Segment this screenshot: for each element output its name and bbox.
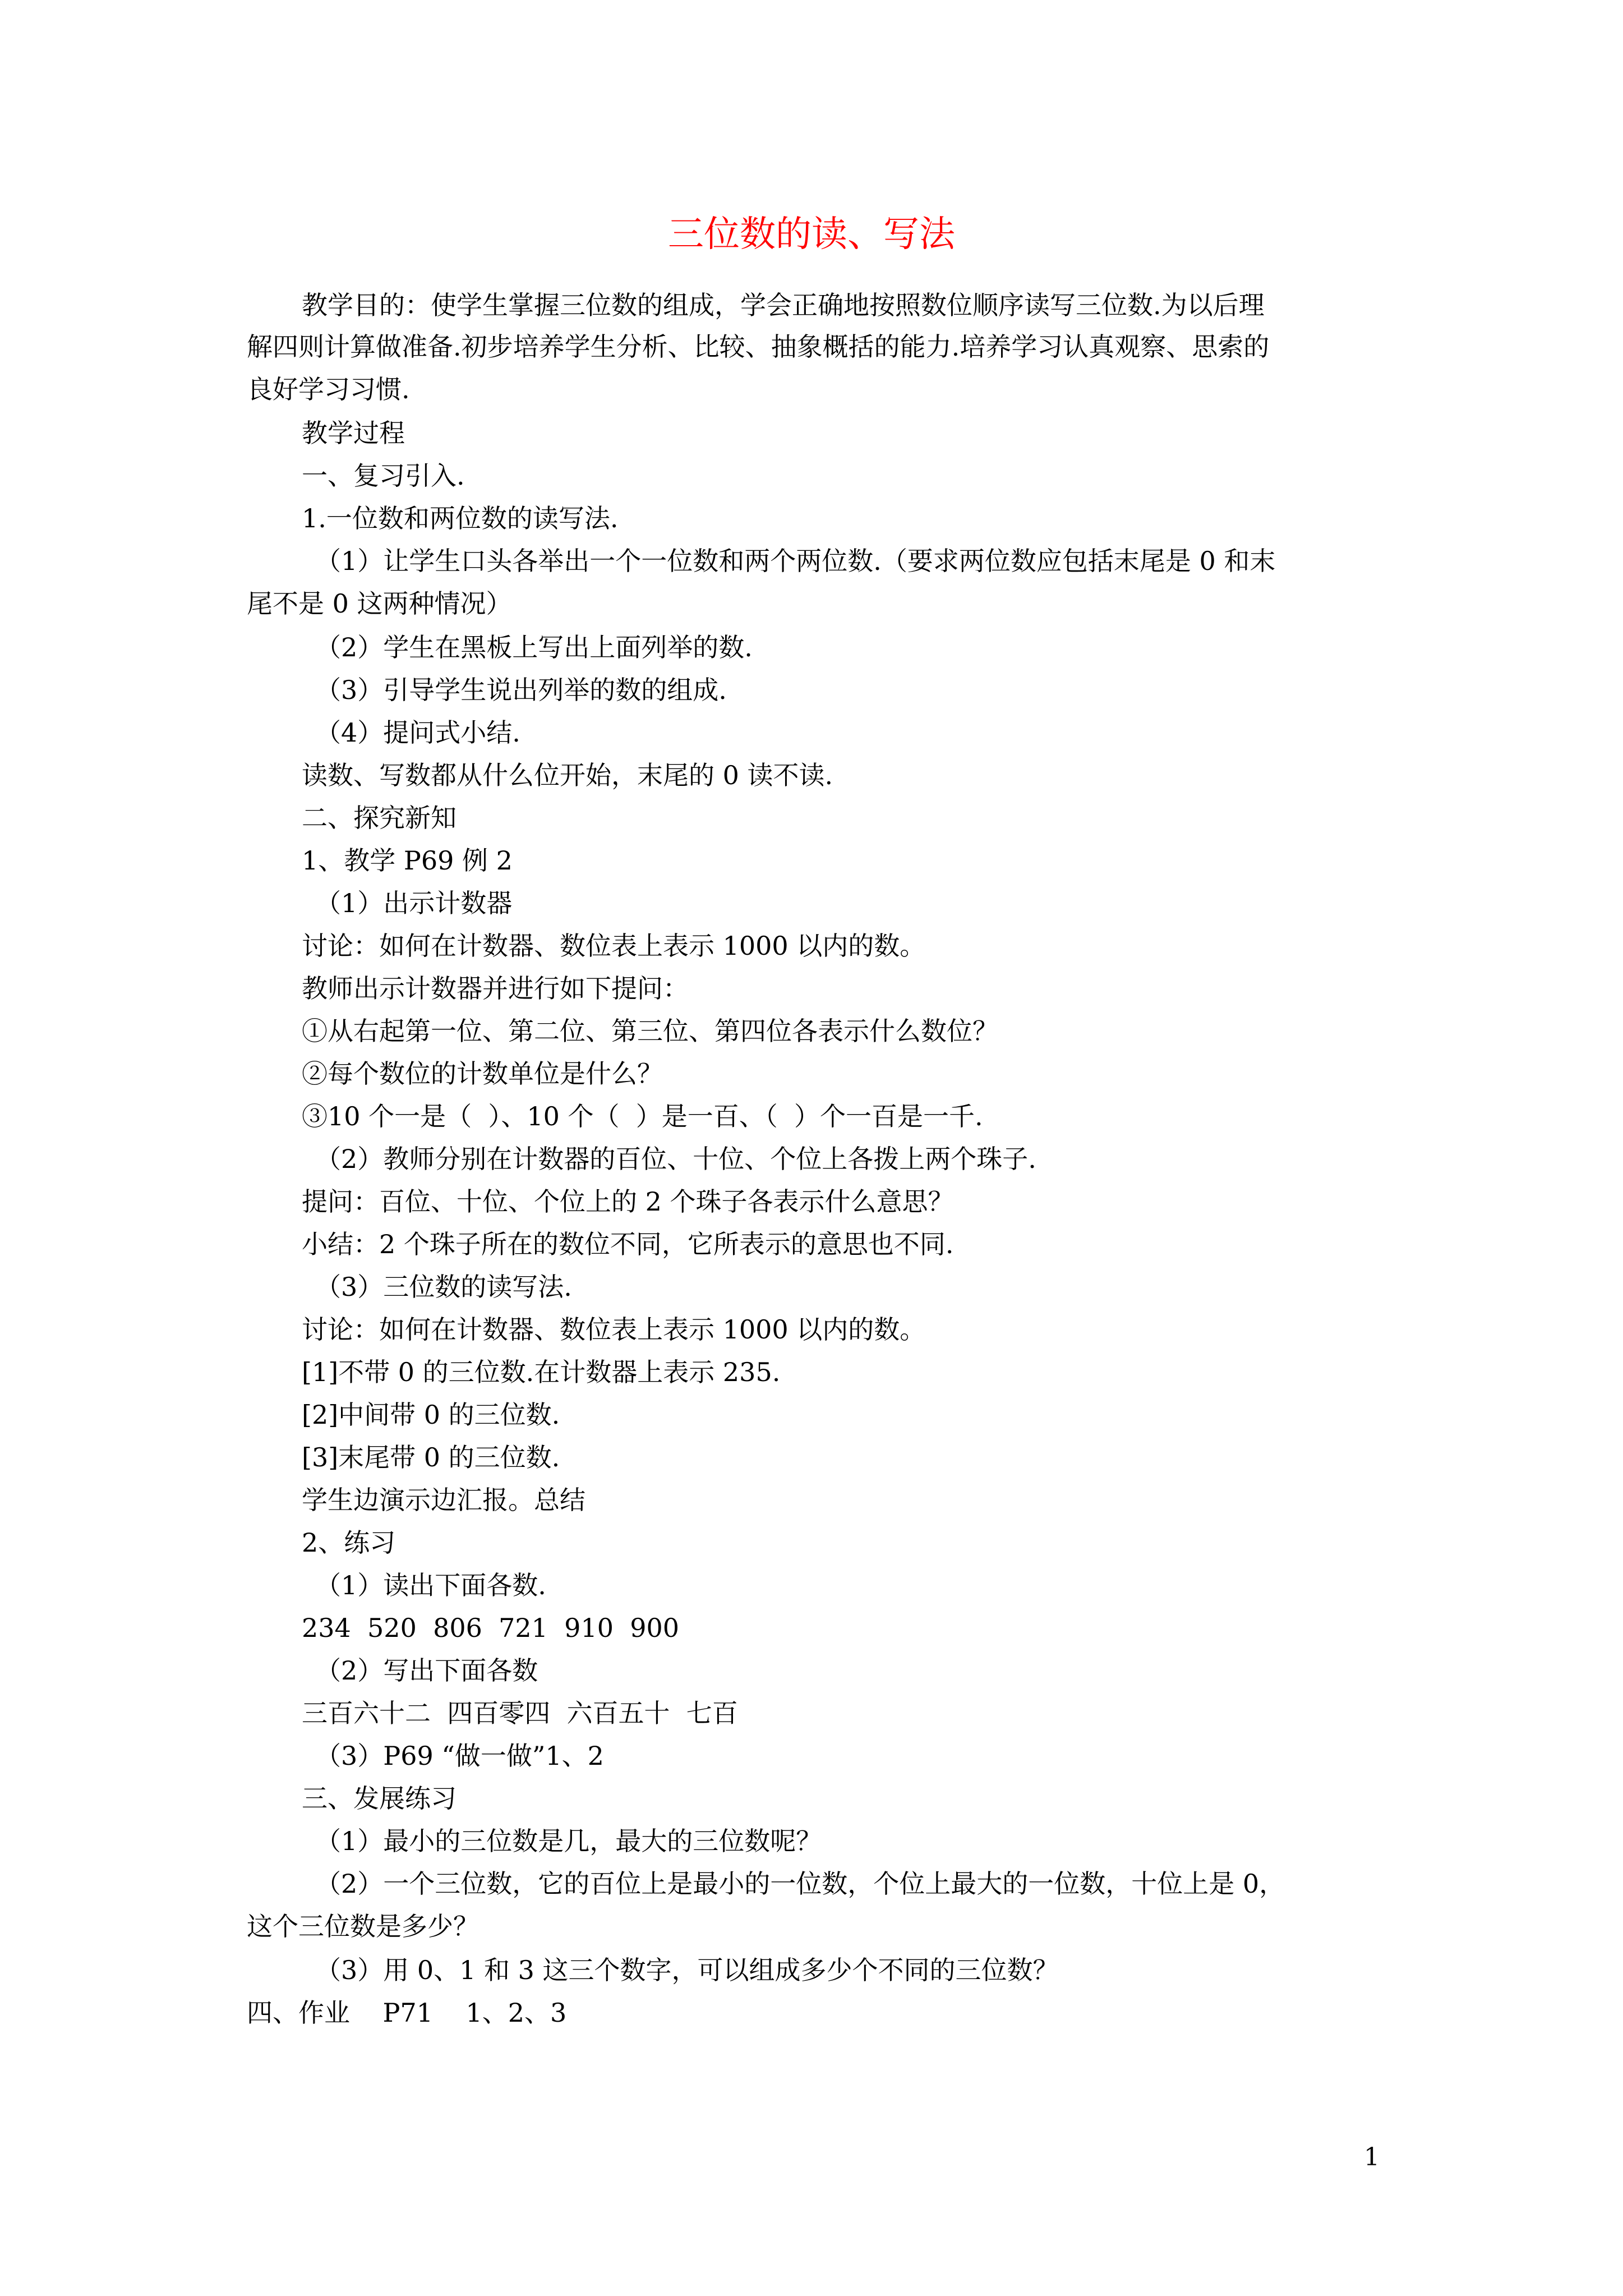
paragraph: （2）学生在黑板上写出上面列举的数. [315,632,753,662]
paragraph: （2）写出下面各数 [315,1655,538,1686]
paragraph: 234 520 806 721 910 900 [302,1613,680,1643]
paragraph: ②每个数位的计数单位是什么？ [302,1059,663,1089]
paragraph: 这个三位数是多少？ [247,1911,479,1941]
paragraph: 讨论：如何在计数器、数位表上表示 1000 以内的数。 [302,1314,926,1345]
paragraph: （1）让学生口头各举出一个一位数和两个两位数.（要求两位数应包括末尾是 0 和末 [315,546,1276,576]
paragraph: （1）读出下面各数. [315,1570,546,1600]
paragraph: 讨论：如何在计数器、数位表上表示 1000 以内的数。 [302,931,926,961]
paragraph: ①从右起第一位、第二位、第三位、第四位各表示什么数位？ [302,1016,998,1046]
paragraph: （1）出示计数器 [315,888,513,918]
paragraph: （2）教师分别在计数器的百位、十位、个位上各拨上两个珠子. [315,1144,1036,1174]
paragraph: （2）一个三位数，它的百位上是最小的一位数，个位上最大的一位数，十位上是 0， [315,1869,1285,1899]
paragraph: 尾不是 0 这两种情况） [247,588,512,619]
paragraph: （3）引导学生说出列举的数的组成. [315,675,727,705]
paragraph: [2]中间带 0 的三位数. [302,1400,560,1430]
paragraph: （3）三位数的读写法. [315,1272,572,1302]
paragraph: [1]不带 0 的三位数.在计数器上表示 235. [302,1357,781,1387]
paragraph: ③10 个一是（ ）、10 个（ ）是一百、（ ）个一百是一千. [302,1101,983,1131]
objective-line: 良好学习习惯. [247,374,410,404]
paragraph: （3）P69 “做一做”1、2 [315,1741,604,1771]
objective-line: 教学目的：使学生掌握三位数的组成，学会正确地按照数位顺序读写三位数.为以后理 [302,290,1265,320]
paragraph: 学生边演示边汇报。总结 [302,1485,585,1515]
paragraph: 1、教学 P69 例 2 [302,845,513,876]
objective-line: 解四则计算做准备.初步培养学生分析、比较、抽象概括的能力.培养学习认真观察、思索的 [247,332,1270,362]
section-heading: 二、探究新知 [302,803,457,833]
page-number: 1 [1364,2143,1380,2171]
paragraph: [3]末尾带 0 的三位数. [302,1442,560,1473]
page-title: 三位数的读、写法 [668,214,955,255]
paragraph: （4）提问式小结. [315,717,520,748]
section-heading: 四、作业 P71 1、2、3 [247,1998,567,2028]
section-heading: 教学过程 [302,418,405,448]
paragraph: 三百六十二 四百零四 六百五十 七百 [302,1698,738,1728]
paragraph: 提问：百位、十位、个位上的 2 个珠子各表示什么意思？ [302,1186,954,1217]
section-heading: 一、复习引入. [302,461,465,491]
paragraph: 教师出示计数器并进行如下提问： [302,973,689,1004]
paragraph: 1.一位数和两位数的读写法. [302,503,619,533]
paragraph: （3）用 0、1 和 3 这三个数字，可以组成多少个不同的三位数？ [315,1955,1059,1985]
paragraph: 小结：2 个珠子所在的数位不同，它所表示的意思也不同. [302,1229,954,1259]
paragraph: 读数、写数都从什么位开始，末尾的 0 读不读. [302,760,833,790]
paragraph: （1）最小的三位数是几，最大的三位数呢？ [315,1826,822,1856]
section-heading: 三、发展练习 [302,1783,457,1814]
paragraph: 2、练习 [302,1527,396,1558]
